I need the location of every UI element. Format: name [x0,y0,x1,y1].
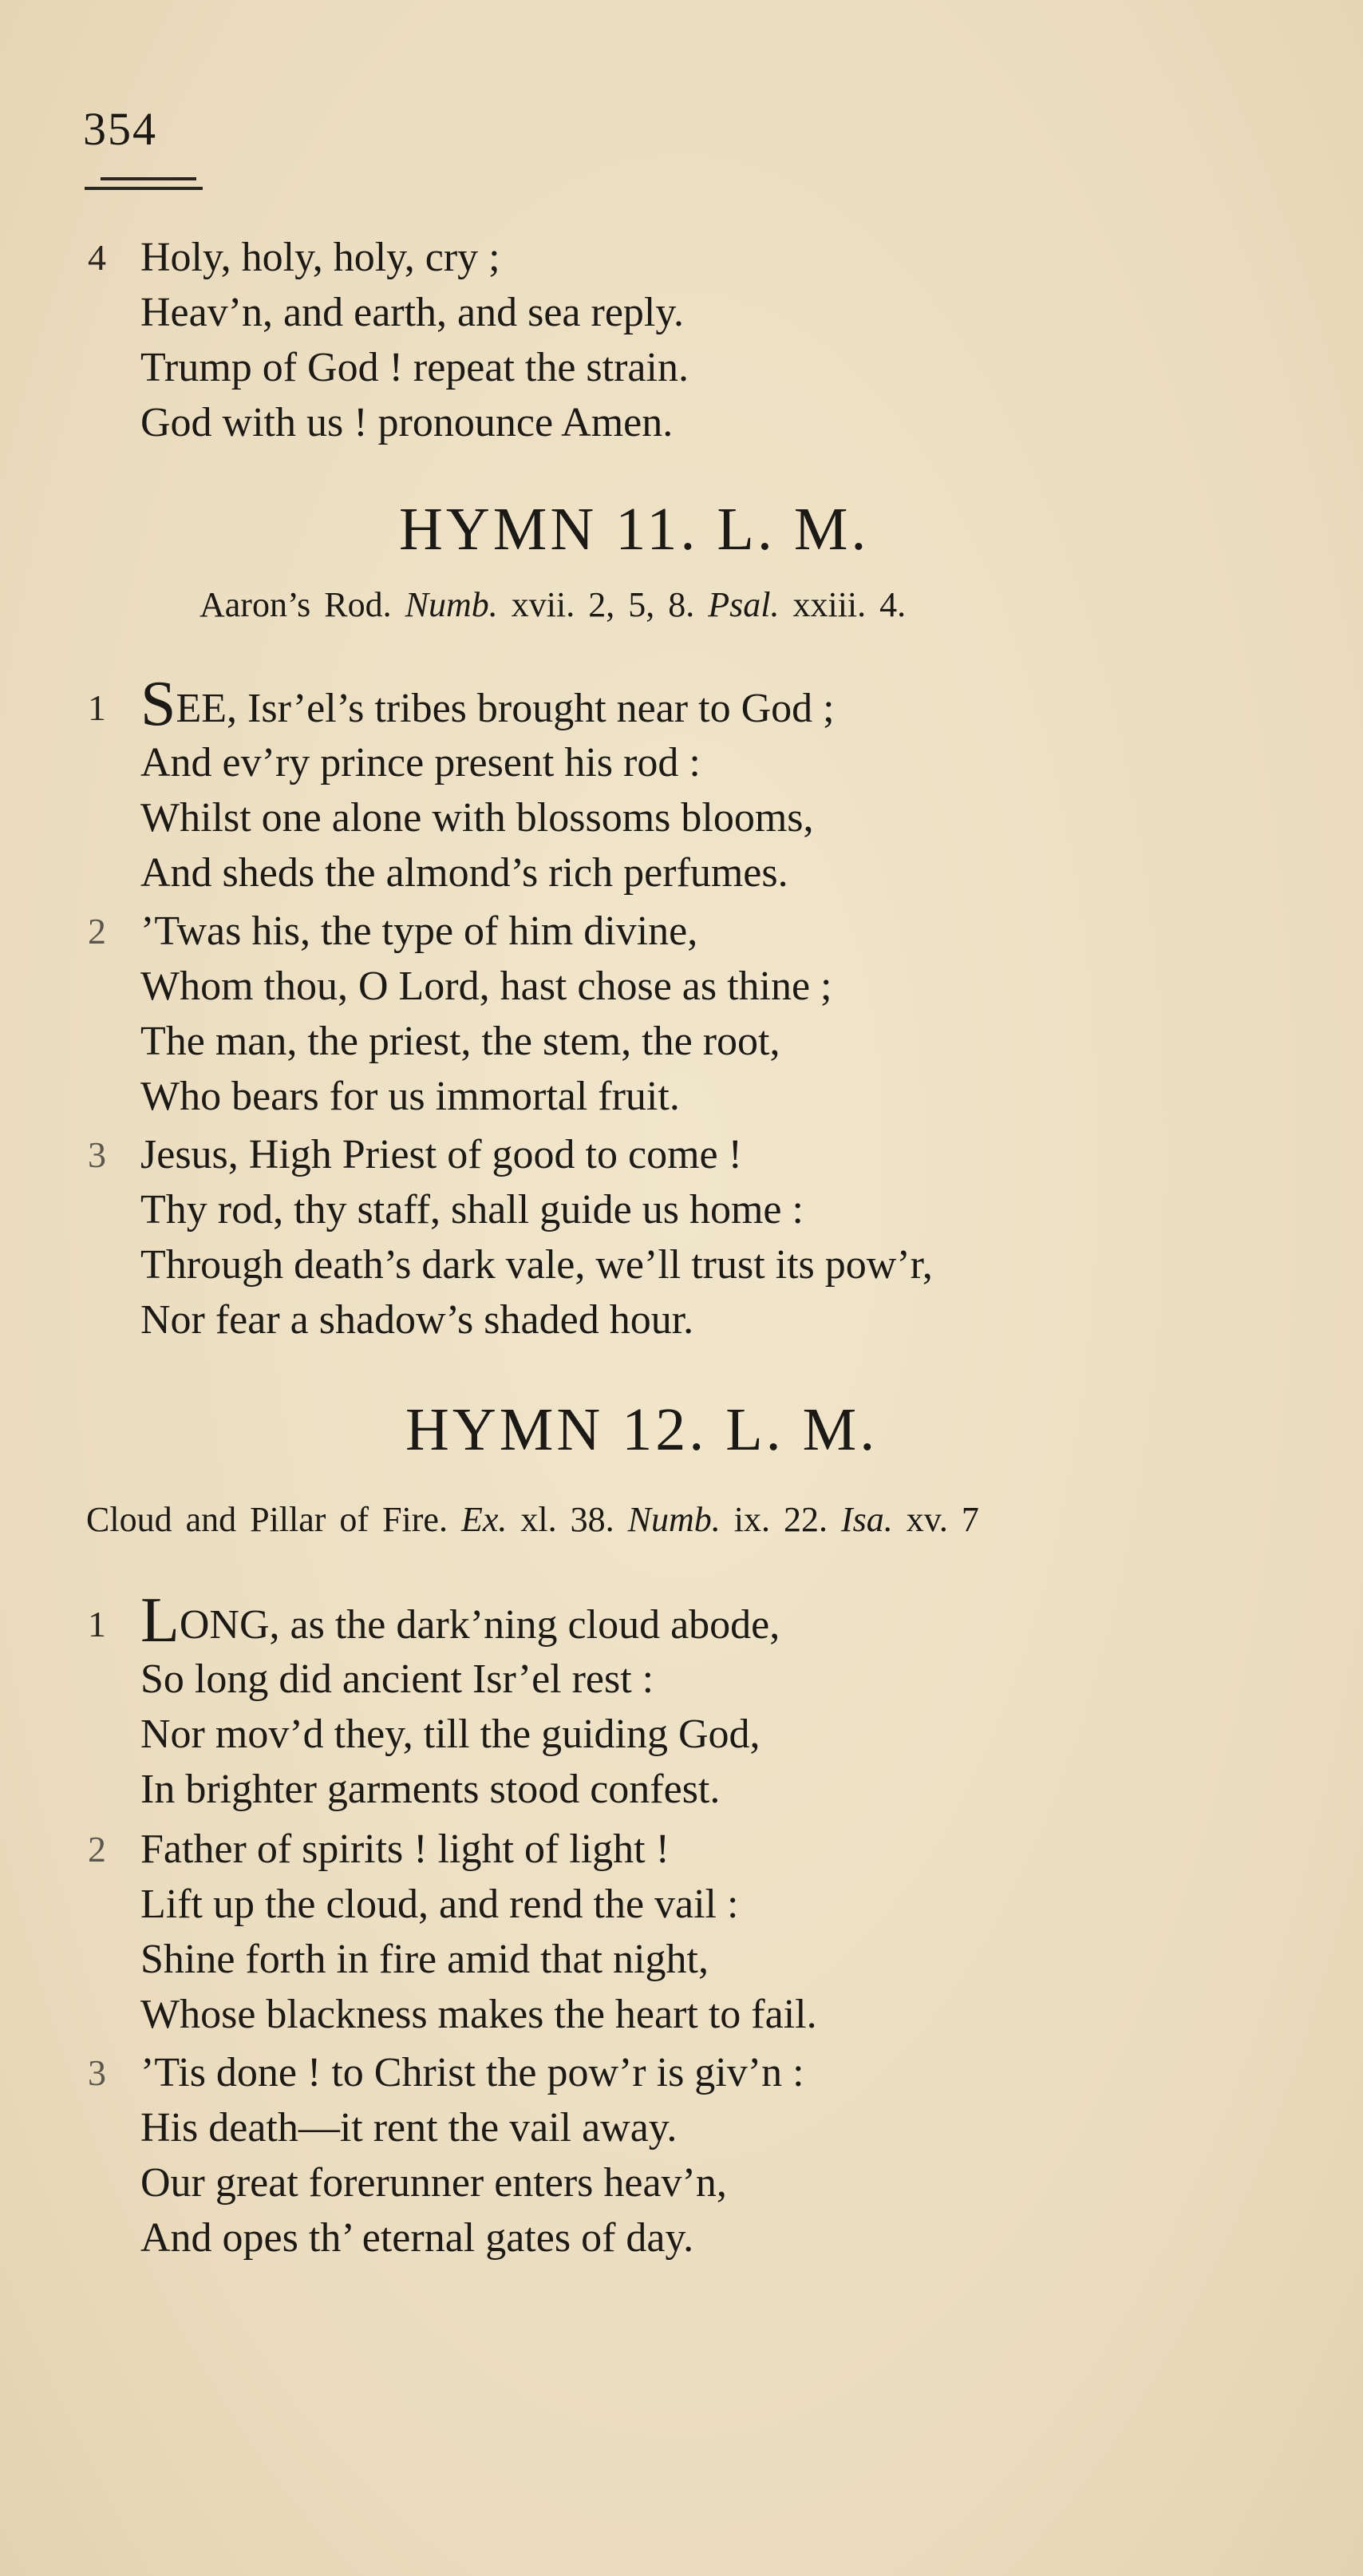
verse-line: And opes th’ eternal gates of day. [140,2215,694,2261]
verse-line: Our great forerunner enters heav’n, [140,2160,727,2206]
stanza-previous-4 [88,230,689,450]
hymn-12-title: HYMN 12. L. M. [405,1396,879,1463]
verse-line: 4 Holy, holy, holy, cry ; [88,230,689,285]
verse-number: 4 [88,237,106,278]
verse-line: Who bears for us immortal fruit. [140,1074,680,1119]
verse-line: 3 Jesus, High Priest of good to come ! [88,1127,933,1182]
verse-line: The man, the priest, the stem, the root, [140,1019,780,1064]
drop-capital: L [140,1585,180,1656]
verse-line: God with us ! pronounce Amen. [140,400,674,445]
hymn-11-stanza-2 [88,904,832,1124]
header-rule [85,177,203,196]
hymn-11-subtitle: Aaron’s Rod. Numb. xvii. 2, 5, 8. Psal. xxiii. 4. [200,585,907,624]
verse-line: And ev’ry prince present his rod : [140,740,701,785]
verse-line: Thy rod, thy staff, shall guide us home : [140,1187,804,1233]
verse-line: 1 LONG, as the dark’ning cloud abode, [88,1585,780,1656]
verse-line: Whilst one alone with blossoms blooms, [140,795,814,841]
verse-line: Heav’n, and earth, and sea reply. [140,290,684,335]
verse-line: Whom thou, O Lord, hast chose as thine ; [140,964,832,1009]
verse-line: So long did ancient Isr’el rest : [140,1656,654,1702]
hymn-12-stanza-3 [88,2045,804,2265]
verse-number: 1 [88,687,106,728]
verse-line: Nor mov’d they, till the guiding God, [140,1711,761,1757]
verse-number: 1 [88,1604,106,1644]
verse-line: 1 SEE, Isr’el’s tribes brought near to God ; [88,669,835,739]
verse-line: In brighter garments stood confest. [140,1767,721,1812]
verse-number: 3 [88,2052,106,2093]
hymn-11-stanza-3 [88,1127,933,1347]
drop-capital: S [140,669,176,739]
page-number: 354 [83,103,157,155]
verse-line: Through death’s dark vale, we’ll trust its pow’r, [140,1242,933,1288]
verse-line: Whose blackness makes the heart to fail. [140,1992,817,2037]
verse-line: 2 Father of spirits ! light of light ! [88,1822,817,1877]
hymn-12-stanza-2 [88,1822,817,2042]
verse-line: Shine forth in fire amid that night, [140,1937,709,1982]
verse-number: 2 [88,911,106,952]
hymn-11-stanza-1 [88,669,835,900]
hymn-12-subtitle: Cloud and Pillar of Fire. Ex. xl. 38. Numb. ix. 22. Isa. xv. 7 [86,1500,979,1539]
hymn-12-stanza-1 [88,1585,780,1817]
verse-line: His death—it rent the vail away. [140,2105,678,2151]
verse-line: Nor fear a shadow’s shaded hour. [140,1297,694,1343]
verse-line: Trump of God ! repeat the strain. [140,345,689,390]
verse-number: 2 [88,1829,106,1870]
verse-line: 3 ’Tis done ! to Christ the pow’r is giv’n : [88,2045,804,2100]
verse-line: 2 ’Twas his, the type of him divine, [88,904,832,959]
verse-number: 3 [88,1134,106,1175]
hymn-11-title: HYMN 11. L. M. [399,496,870,563]
verse-line: Lift up the cloud, and rend the vail : [140,1882,739,1927]
verse-line: And sheds the almond’s rich perfumes. [140,850,788,896]
